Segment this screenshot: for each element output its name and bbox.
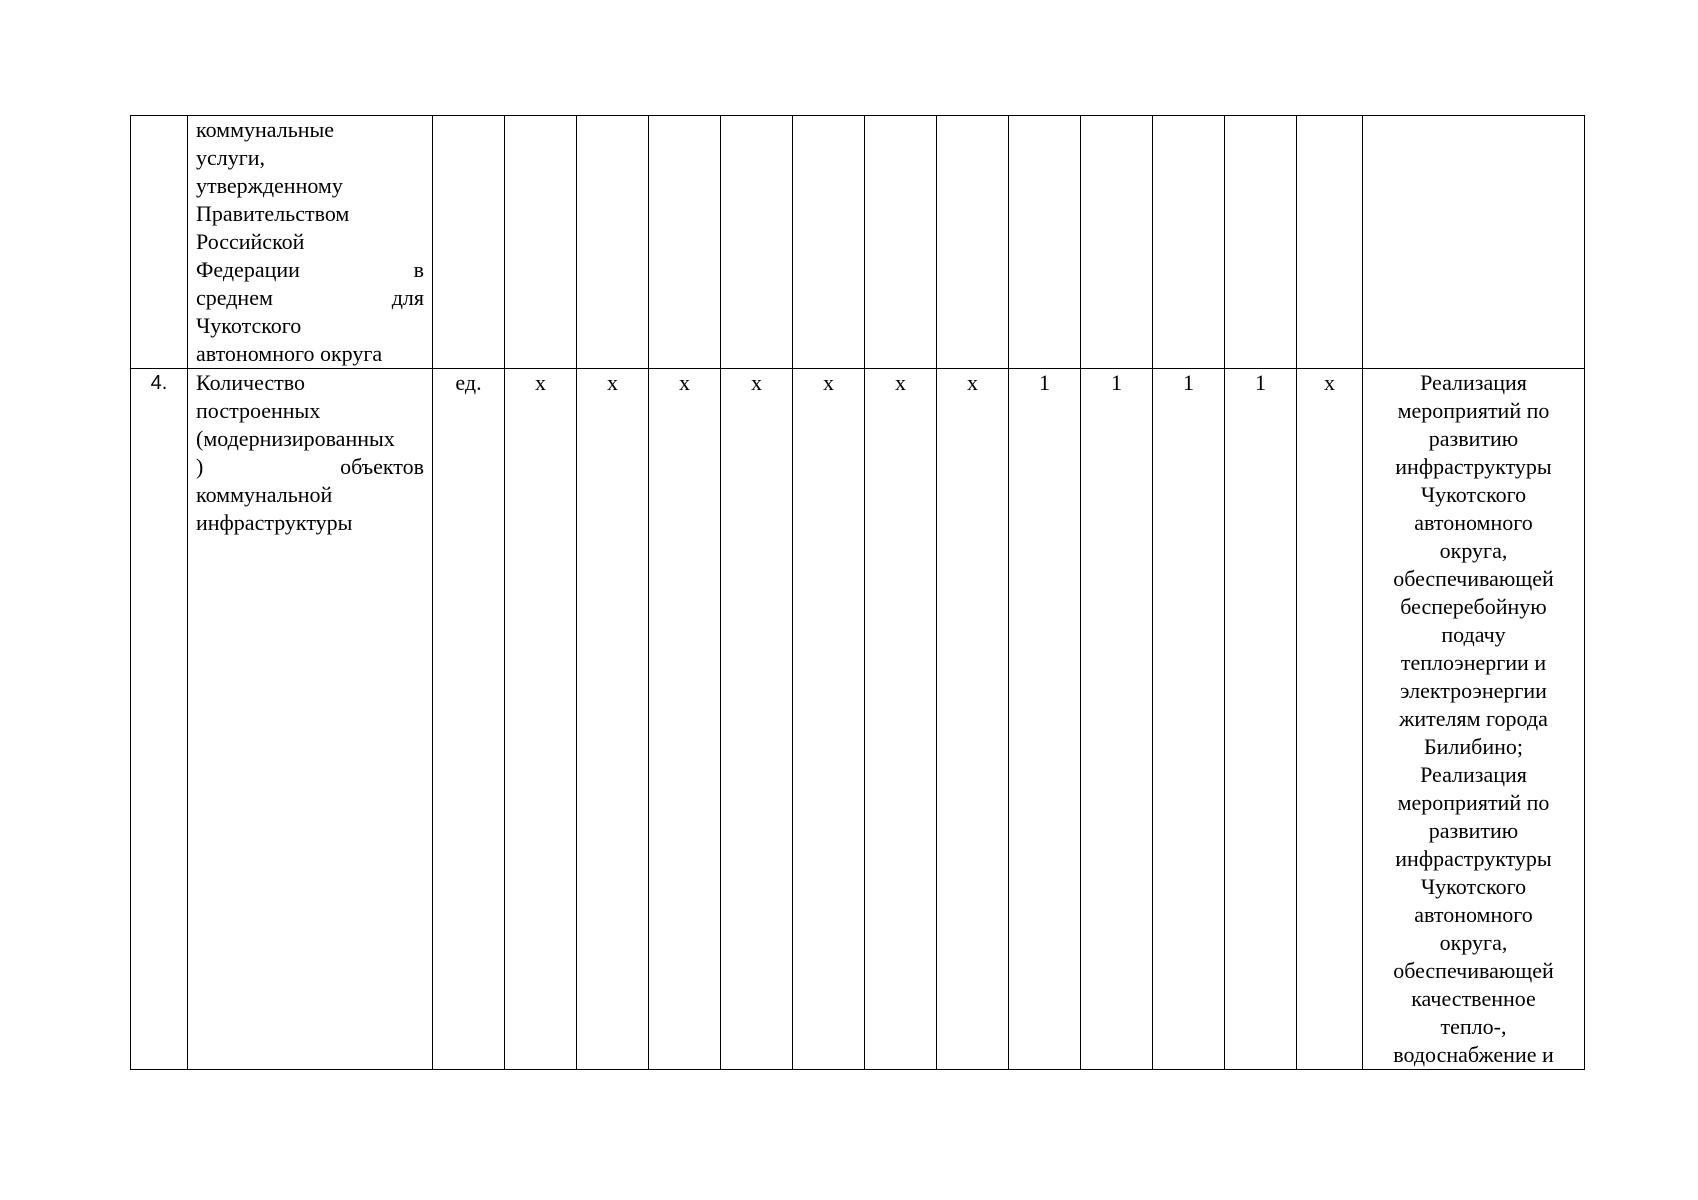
note-line: теплоэнергии и	[1400, 650, 1547, 675]
value-cell: x	[577, 369, 649, 1070]
value-cell	[1081, 116, 1153, 369]
value-cell	[1225, 116, 1297, 369]
name-line: утвержденному	[196, 173, 343, 198]
value-cell	[793, 116, 865, 369]
indicators-table	[130, 115, 1585, 1070]
value-cell	[1297, 116, 1363, 369]
name-line: коммунальной	[196, 482, 333, 507]
value-cell: x	[1297, 369, 1363, 1070]
note-line: обеспечивающей	[1393, 958, 1554, 983]
note-line: мероприятий по	[1397, 398, 1550, 423]
note-line: Реализация	[1420, 762, 1527, 787]
table-row	[131, 369, 1585, 1070]
unit-cell: ед.	[433, 369, 505, 1070]
note-line: округа,	[1439, 930, 1508, 955]
value-cell: 1	[1153, 369, 1225, 1070]
note-line: Билибино;	[1423, 734, 1523, 759]
note-line: развитию	[1428, 426, 1519, 451]
note-line: инфраструктуры	[1395, 454, 1552, 479]
value-cell: 1	[1009, 369, 1081, 1070]
note-line: Реализация	[1420, 370, 1527, 395]
note-line: качественное	[1411, 986, 1536, 1011]
indicator-name-cell	[188, 369, 433, 1070]
note-line: мероприятий по	[1397, 790, 1550, 815]
note-line: Чукотского	[1420, 482, 1527, 507]
note-line: развитию	[1428, 818, 1519, 843]
unit-cell	[433, 116, 505, 369]
name-line: Правительством	[196, 201, 350, 226]
note-line: обеспечивающей	[1393, 566, 1554, 591]
value-cell: x	[937, 369, 1009, 1070]
name-word: )	[196, 454, 204, 479]
note-line: округа,	[1439, 538, 1508, 563]
name-line: Количество	[196, 370, 306, 395]
note-cell	[1363, 116, 1585, 369]
note-cell	[1363, 369, 1585, 1070]
name-line: Российской	[196, 229, 305, 254]
name-line: Чукотского	[196, 313, 302, 338]
value-cell: x	[721, 369, 793, 1070]
value-cell	[1153, 116, 1225, 369]
note-line: водоснабжение и	[1393, 1042, 1554, 1067]
name-line: автономного округа	[196, 341, 383, 366]
value-cell	[577, 116, 649, 369]
name-line	[196, 256, 424, 284]
name-line: инфраструктуры	[196, 510, 353, 535]
name-word: среднем	[196, 285, 273, 310]
indicator-name-cell	[188, 116, 433, 369]
name-word: для	[391, 285, 424, 310]
name-line: (модернизированных	[196, 426, 395, 451]
note-line: инфраструктуры	[1395, 846, 1552, 871]
value-cell: 1	[1225, 369, 1297, 1070]
note-line: подачу	[1441, 622, 1506, 647]
row-number-cell	[131, 116, 188, 369]
row-number-cell: 4.	[131, 369, 188, 1070]
note-line: бесперебойную	[1400, 594, 1547, 619]
name-line: услуги,	[196, 145, 266, 170]
note-line: жителям города	[1399, 706, 1548, 731]
value-cell	[505, 116, 577, 369]
note-line: тепло-,	[1440, 1014, 1507, 1039]
value-cell: x	[865, 369, 937, 1070]
value-cell: x	[793, 369, 865, 1070]
name-line	[196, 453, 424, 481]
value-cell: x	[505, 369, 577, 1070]
name-word: объектов	[340, 454, 424, 479]
value-cell: x	[649, 369, 721, 1070]
name-word: Федерации	[196, 257, 300, 282]
value-cell: 1	[1081, 369, 1153, 1070]
table-row	[131, 116, 1585, 369]
value-cell	[865, 116, 937, 369]
value-cell	[1009, 116, 1081, 369]
value-cell	[649, 116, 721, 369]
value-cell	[721, 116, 793, 369]
name-line: коммунальные	[196, 117, 335, 142]
note-line: автономного	[1414, 510, 1533, 535]
value-cell	[937, 116, 1009, 369]
note-line: Чукотского	[1420, 874, 1527, 899]
note-line: автономного	[1414, 902, 1533, 927]
name-line: построенных	[196, 398, 321, 423]
name-line	[196, 284, 424, 312]
note-line: электроэнергии	[1400, 678, 1547, 703]
name-word: в	[413, 257, 424, 282]
